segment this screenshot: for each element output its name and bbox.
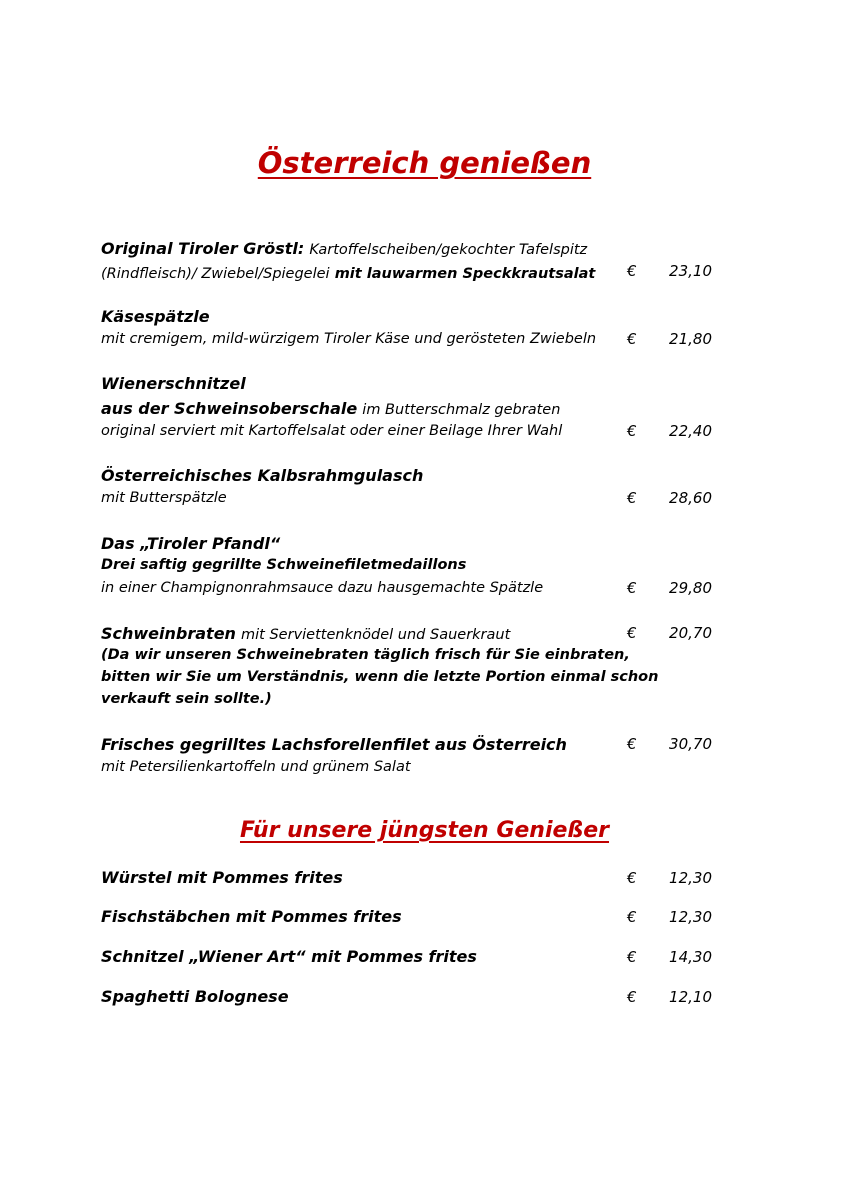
dish-name: Käsespätzle [101,307,210,326]
currency-symbol: € [627,869,637,887]
dish-name: Wienerschnitzel [101,374,246,393]
dish-description: original serviert mit Kartoffelsalat oder einer Beilage Ihrer Wahl [101,423,563,439]
currency-symbol: € [627,735,637,753]
dish-description: mit cremigem, mild-würzigem Tiroler Käse und gerösteten Zwiebeln [101,331,597,347]
dish-price: 28,60 [669,489,712,507]
dish-note: (Da wir unseren Schweinebraten täglich frisch für Sie einbraten, [101,647,630,663]
kids-item-name: Fischstäbchen mit Pommes frites [101,907,402,926]
dish-description: mit Serviettenknödel und Sauerkraut [241,627,511,643]
currency-symbol: € [627,489,637,507]
dish-note: bitten wir Sie um Verständnis, wenn die letzte Portion einmal schon [101,669,659,685]
dish-description: in einer Champignonrahmsauce dazu hausgemachte Spätzle [101,580,544,596]
dish-name: Österreichisches Kalbsrahmgulasch [101,466,424,485]
dish-description: mit Butterspätzle [101,490,227,506]
dish-price: 22,40 [669,422,712,440]
currency-symbol: € [627,988,637,1006]
dish-subtitle: aus der Schweinsoberschale [101,399,358,418]
currency-symbol: € [627,422,637,440]
dish-description: (Rindfleisch)/ Zwiebel/Spiegelei [101,266,330,282]
kids-item-name: Würstel mit Pommes frites [101,868,343,887]
dish-description: im Butterschmalz gebraten [362,402,561,418]
dish-description: Kartoffelscheiben/gekochter Tafelspitz [309,242,588,258]
currency-symbol: € [627,624,637,642]
dish-description: mit Petersilienkartoffeln und grünem Salat [101,759,411,775]
kids-item-price: 12,30 [669,869,712,887]
dish-name: Schweinbraten [101,624,236,643]
dish-subtitle: Drei saftig gegrillte Schweinefiletmedaillons [101,557,467,573]
dish-name: Frisches gegrilltes Lachsforellenfilet aus Österreich [101,735,567,754]
kids-item-name: Schnitzel „Wiener Art“ mit Pommes frites [101,947,477,966]
currency-symbol: € [627,330,637,348]
dish-price: 23,10 [669,262,712,280]
kids-item-name: Spaghetti Bolognese [101,987,289,1006]
kids-section-title: Für unsere jüngsten Genießer [239,818,610,843]
dish-price: 30,70 [669,735,712,753]
dish-price: 21,80 [669,330,712,348]
kids-item-price: 14,30 [669,948,712,966]
currency-symbol: € [627,948,637,966]
dish-name: Original Tiroler Gröstl: [101,239,305,258]
dish-price: 20,70 [669,624,712,642]
dish-side-dish: mit lauwarmen Speckkrautsalat [334,266,596,282]
currency-symbol: € [627,579,637,597]
kids-item-price: 12,10 [669,988,712,1006]
currency-symbol: € [627,262,637,280]
kids-item-price: 12,30 [669,908,712,926]
dish-note: verkauft sein sollte.) [101,691,272,707]
page-title: Österreich genießen [257,146,592,180]
currency-symbol: € [627,908,637,926]
dish-name: Das „Tiroler Pfandl“ [101,534,281,553]
dish-price: 29,80 [669,579,712,597]
